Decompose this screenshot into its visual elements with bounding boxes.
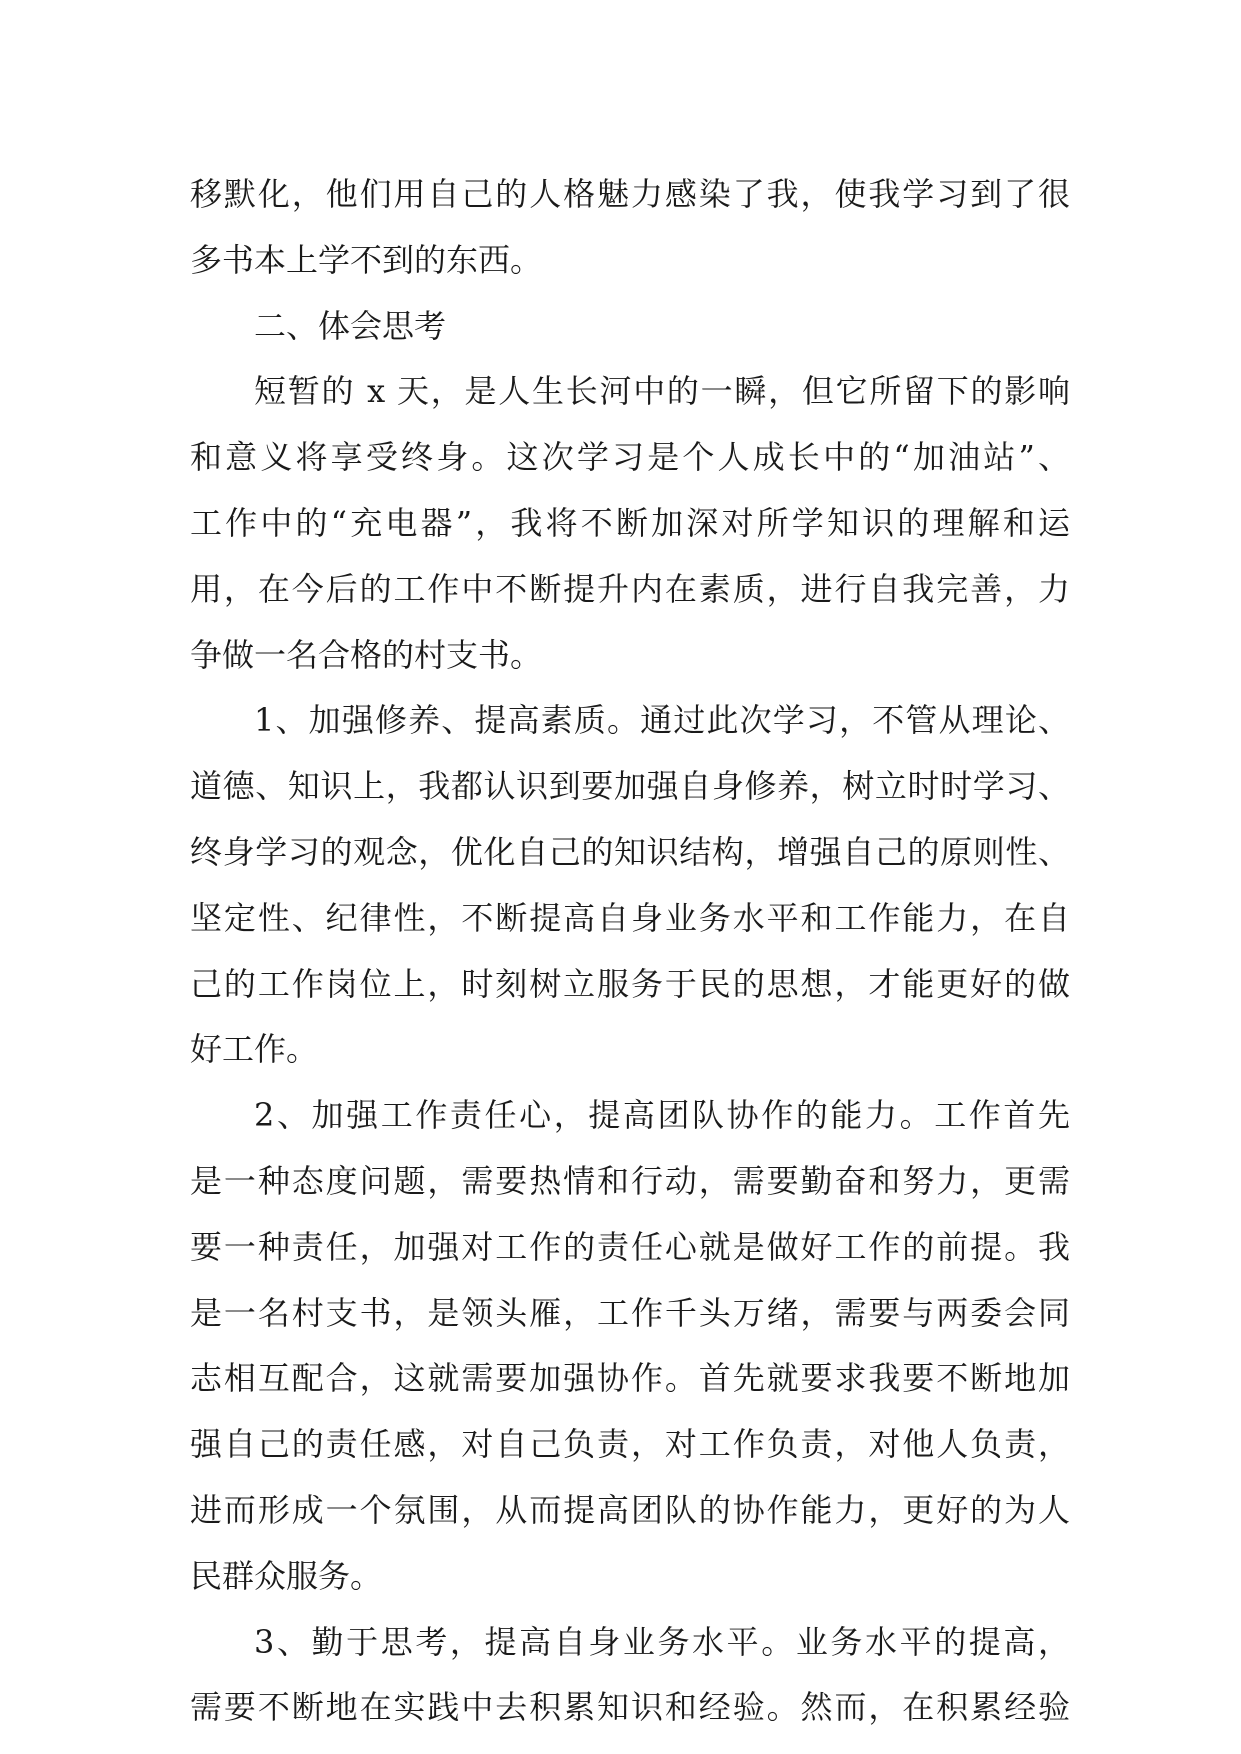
text-line: 1、加强修养、提高素质。通过此次学习，不管从理论、	[254, 701, 1070, 740]
text-line: 坚定性、纪律性，不断提高自身业务水平和工作能力，在自	[190, 898, 1070, 937]
heading-text: 二、体会思考	[254, 306, 447, 345]
paragraph	[190, 1610, 1070, 1742]
text-line: 己的工作岗位上，时刻树立服务于民的思想，才能更好的做	[190, 964, 1070, 1003]
text-line: 终身学习的观念，优化自己的知识结构，增强自己的原则性、	[190, 832, 1070, 871]
text-line: 短暂的 x 天，是人生长河中的一瞬，但它所留下的影响	[254, 372, 1070, 411]
text-line: 志相互配合，这就需要加强协作。首先就要求我要不断地加	[190, 1359, 1070, 1398]
text-line: 2、加强工作责任心，提高团队协作的能力。工作首先	[254, 1096, 1070, 1135]
paragraph	[190, 359, 1070, 688]
text-line: 道德、知识上，我都认识到要加强自身修养，树立时时学习、	[190, 767, 1070, 806]
text-line: 要一种责任，加强对工作的责任心就是做好工作的前提。我	[190, 1227, 1070, 1266]
section-heading	[190, 294, 1070, 360]
text-line: 是一种态度问题，需要热情和行动，需要勤奋和努力，更需	[190, 1161, 1070, 1200]
paragraph	[190, 688, 1070, 1083]
text-line: 进而形成一个氛围，从而提高团队的协作能力，更好的为人	[190, 1490, 1070, 1529]
text-line: 强自己的责任感，对自己负责，对工作负责，对他人负责，	[190, 1425, 1070, 1464]
text-line: 移默化，他们用自己的人格魅力感染了我，使我学习到了很	[190, 175, 1070, 213]
document-body	[190, 162, 1070, 1741]
text-line: 用，在今后的工作中不断提升内在素质，进行自我完善，力	[190, 569, 1070, 608]
text-line: 争做一名合格的村支书。	[190, 635, 543, 674]
paragraph	[190, 162, 1070, 294]
text-line: 好工作。	[190, 1030, 319, 1069]
paragraph	[190, 1083, 1070, 1609]
text-line: 和意义将享受终身。这次学习是个人成长中的“加油站”、	[190, 438, 1070, 477]
text-line: 多书本上学不到的东西。	[190, 240, 543, 279]
text-line: 工作中的“充电器”，我将不断加深对所学知识的理解和运	[190, 503, 1070, 542]
text-line: 是一名村支书，是领头雁，工作千头万绪，需要与两委会同	[190, 1293, 1070, 1332]
text-line: 3、勤于思考，提高自身业务水平。业务水平的提高，	[254, 1622, 1070, 1661]
text-line: 需要不断地在实践中去积累知识和经验。然而，在积累经验	[190, 1688, 1070, 1727]
text-line: 民群众服务。	[190, 1556, 383, 1595]
